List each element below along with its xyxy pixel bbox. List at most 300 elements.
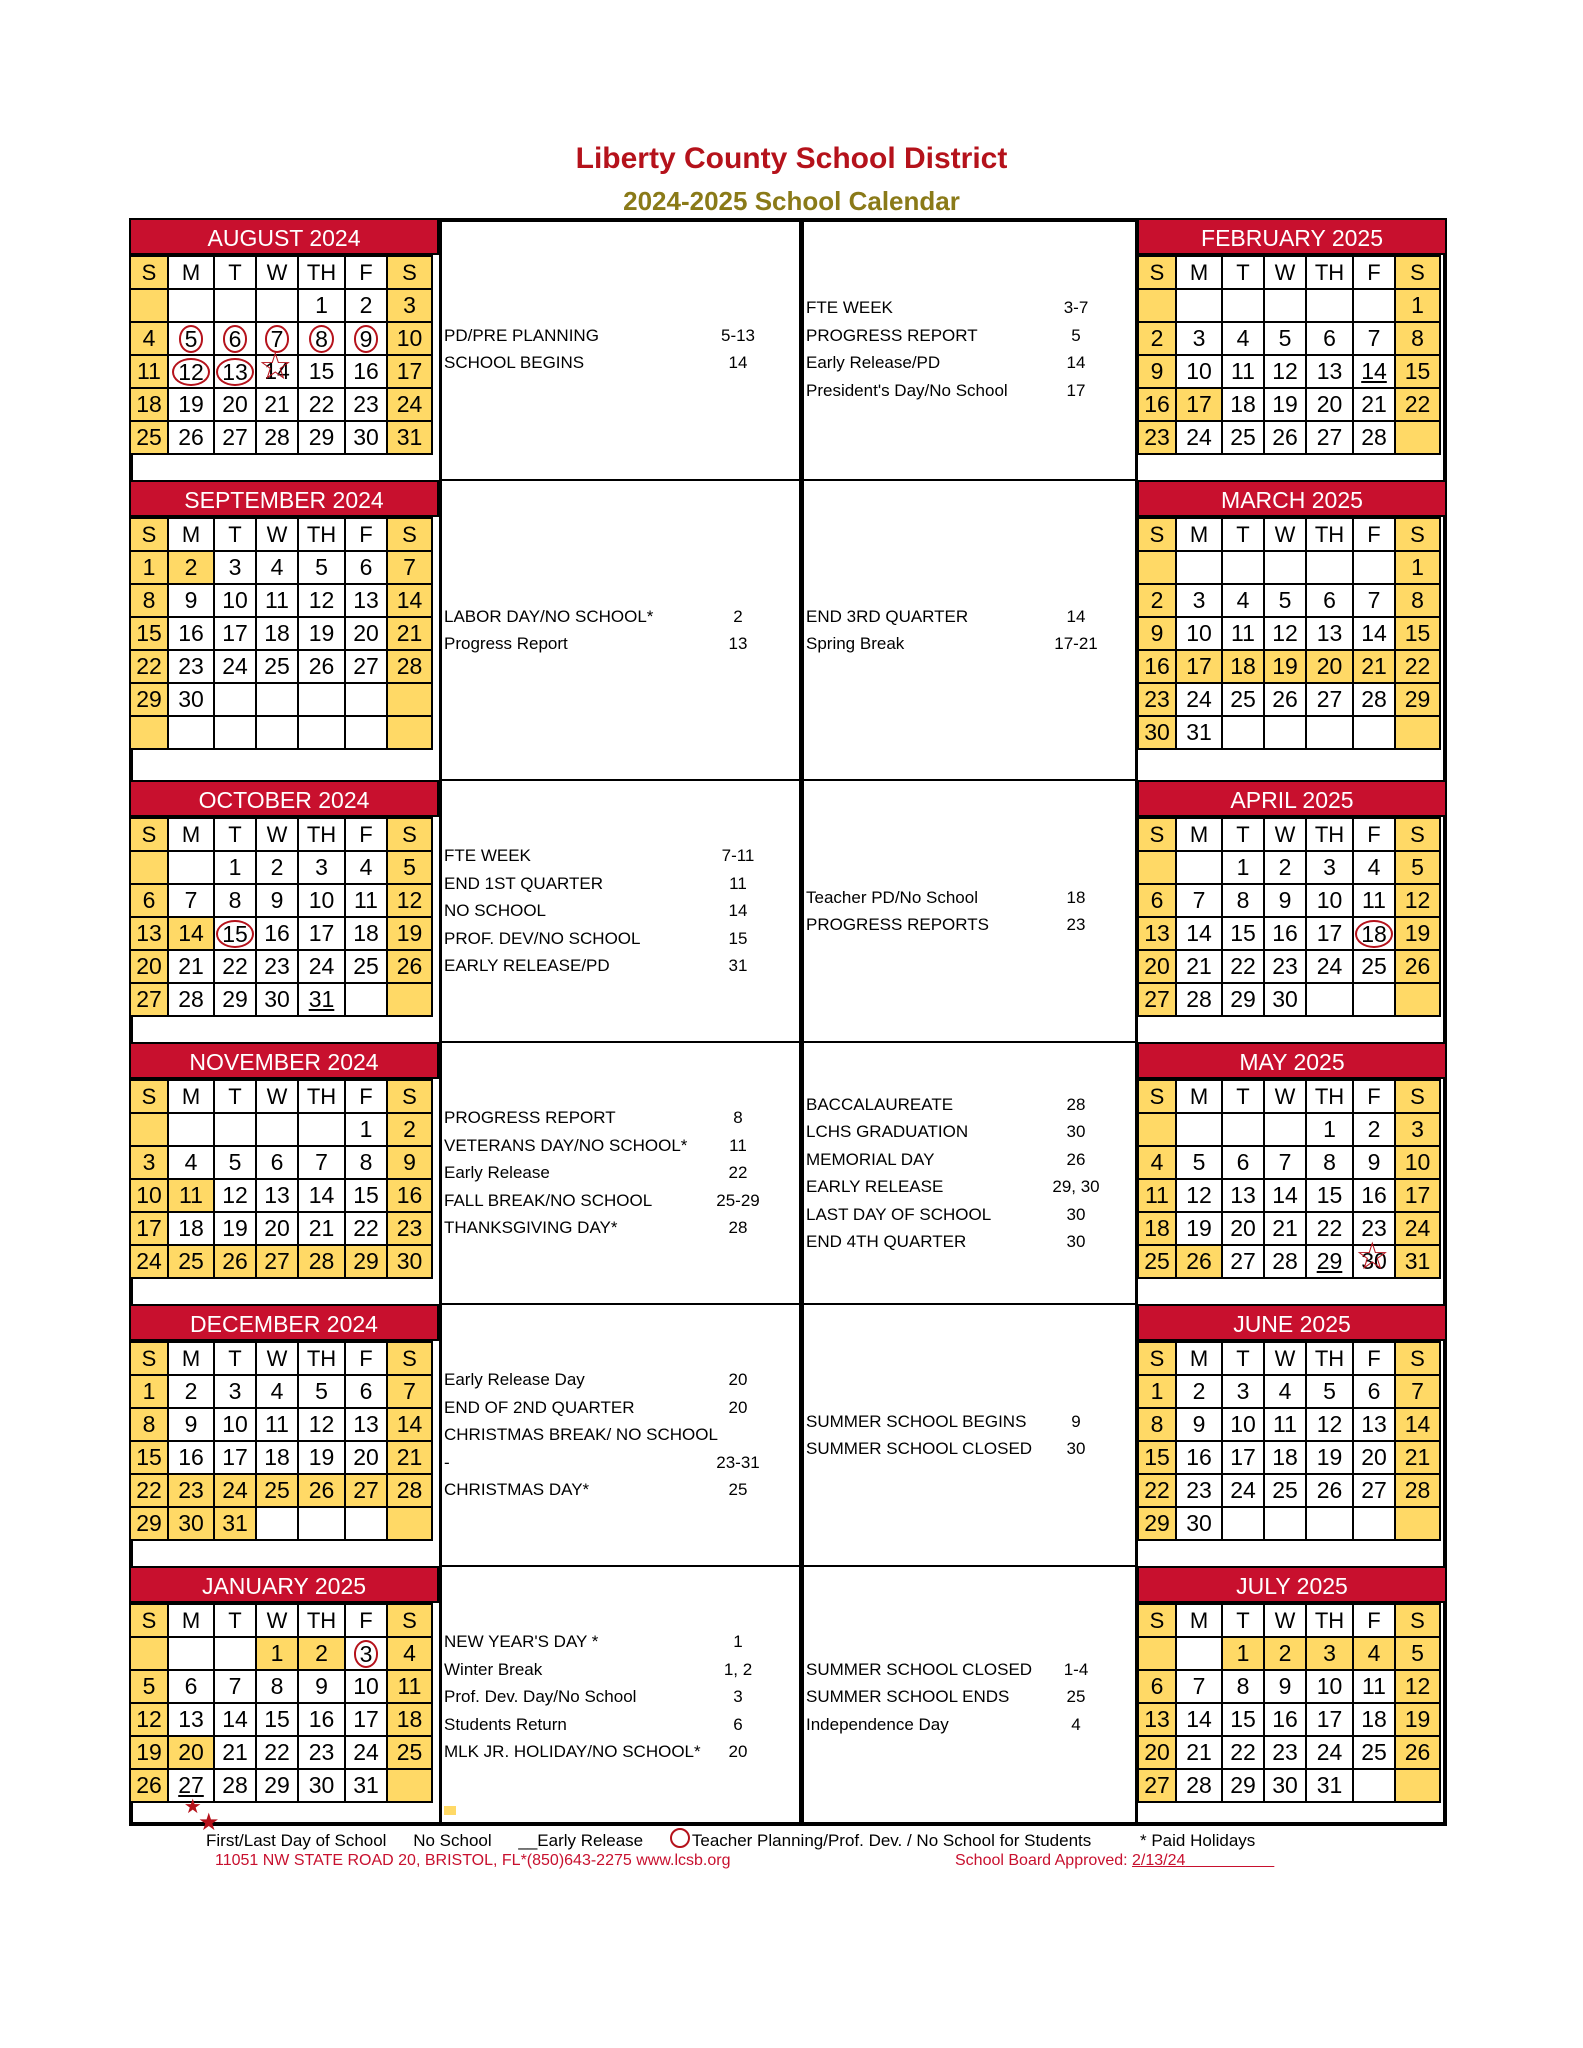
day-cell bbox=[1264, 683, 1306, 716]
event-label: SUMMER SCHOOL BEGINS bbox=[806, 1411, 1027, 1431]
day-number: 24 bbox=[1230, 1477, 1256, 1503]
day-cell bbox=[168, 851, 214, 884]
day-number: 12 bbox=[1186, 1182, 1212, 1208]
day-cell bbox=[1176, 650, 1222, 683]
day-cell bbox=[1353, 289, 1395, 322]
day-of-week-header: W bbox=[1264, 518, 1306, 551]
day-cell bbox=[298, 289, 345, 322]
day-of-week-header: S bbox=[1138, 818, 1176, 851]
day-number: 26 bbox=[178, 424, 204, 450]
day-number: 26 bbox=[1272, 686, 1298, 712]
day-cell bbox=[298, 683, 345, 716]
day-cell bbox=[1353, 716, 1395, 749]
day-cell bbox=[214, 421, 256, 454]
day-number: 16 bbox=[1272, 920, 1298, 946]
day-number: 28 bbox=[178, 986, 204, 1012]
day-cell bbox=[256, 1212, 298, 1245]
month-grid bbox=[1137, 1341, 1441, 1541]
day-cell bbox=[387, 1670, 432, 1703]
day-number: 14 bbox=[396, 587, 423, 613]
day-cell bbox=[214, 1179, 256, 1212]
event-date: 9 bbox=[1071, 1411, 1081, 1431]
day-number: 12 bbox=[1404, 887, 1431, 913]
day-number: 6 bbox=[1323, 587, 1336, 613]
day-number: 6 bbox=[359, 554, 373, 580]
day-number: 10 bbox=[308, 887, 335, 913]
day-cell bbox=[1306, 983, 1353, 1016]
week-row bbox=[1138, 1507, 1440, 1540]
day-of-week-header: S bbox=[1395, 1342, 1440, 1375]
day-cell bbox=[1264, 322, 1306, 355]
legend-early-release: __Early Release bbox=[518, 1831, 644, 1850]
month-grid bbox=[129, 1341, 433, 1541]
week-row bbox=[130, 950, 432, 983]
day-number: 15 bbox=[136, 620, 162, 646]
event-item bbox=[806, 325, 1081, 346]
day-cell bbox=[387, 1441, 432, 1474]
day-cell bbox=[387, 1408, 432, 1441]
day-number: 11 bbox=[1362, 887, 1386, 913]
week-row bbox=[1138, 1703, 1440, 1736]
event-date: 30 bbox=[1066, 1122, 1086, 1141]
day-cell bbox=[387, 950, 432, 983]
day-cell bbox=[345, 421, 387, 454]
week-row bbox=[1138, 650, 1440, 683]
day-cell bbox=[387, 983, 432, 1016]
day-number: 8 bbox=[1323, 1149, 1336, 1175]
event-date: 6 bbox=[733, 1714, 743, 1734]
day-cell bbox=[168, 355, 214, 388]
day-number: 5 bbox=[1411, 1640, 1424, 1666]
day-number: 1 bbox=[1150, 1378, 1164, 1404]
day-number: 12 bbox=[136, 1706, 162, 1732]
day-of-week-header: F bbox=[345, 1080, 387, 1113]
day-cell bbox=[1264, 1113, 1306, 1146]
day-number: 3 bbox=[354, 1640, 379, 1668]
day-cell bbox=[387, 1113, 432, 1146]
day-number: 28 bbox=[264, 424, 290, 450]
day-of-week-header: TH bbox=[298, 818, 345, 851]
day-number: 17 bbox=[136, 1215, 162, 1241]
day-cell bbox=[1222, 1637, 1264, 1670]
day-cell bbox=[1395, 584, 1440, 617]
day-number: 27 bbox=[1230, 1248, 1256, 1274]
day-number: 18 bbox=[136, 391, 162, 417]
day-cell bbox=[298, 1375, 345, 1408]
day-number: 3 bbox=[403, 292, 416, 318]
day-number: 2 bbox=[1150, 325, 1164, 351]
day-number: 2 bbox=[1367, 1116, 1381, 1142]
first-last-star-icon: ★ bbox=[198, 1809, 220, 1836]
event-item bbox=[444, 1190, 760, 1211]
day-cell bbox=[1138, 1212, 1176, 1245]
day-number: 17 bbox=[353, 1706, 379, 1732]
day-number: 8 bbox=[228, 887, 242, 913]
day-cell bbox=[214, 1670, 256, 1703]
day-cell bbox=[298, 1245, 345, 1278]
week-row bbox=[130, 884, 432, 917]
day-cell bbox=[1264, 917, 1306, 950]
day-number: 9 bbox=[1192, 1411, 1206, 1437]
month-header: MARCH 2025 bbox=[1137, 480, 1447, 517]
day-number: 20 bbox=[1316, 653, 1343, 679]
day-cell bbox=[256, 1179, 298, 1212]
day-cell bbox=[387, 884, 432, 917]
day-number: 14 bbox=[1361, 620, 1387, 646]
day-cell bbox=[1138, 289, 1176, 322]
day-cell bbox=[345, 584, 387, 617]
day-number: 10 bbox=[1404, 1149, 1431, 1175]
day-of-week-header: S bbox=[387, 1080, 432, 1113]
day-of-week-header: W bbox=[256, 1342, 298, 1375]
day-cell bbox=[1353, 617, 1395, 650]
day-cell bbox=[298, 1736, 345, 1769]
day-number: 24 bbox=[1404, 1215, 1431, 1241]
day-cell bbox=[387, 388, 432, 421]
day-number: 26 bbox=[308, 653, 335, 679]
day-cell bbox=[345, 983, 387, 1016]
day-cell bbox=[256, 355, 298, 388]
day-cell bbox=[1306, 1507, 1353, 1540]
legend-paid-holidays: * Paid Holidays bbox=[1140, 1831, 1256, 1850]
day-number: 4 bbox=[1278, 1378, 1292, 1404]
day-cell bbox=[298, 584, 345, 617]
day-cell bbox=[130, 421, 168, 454]
event-label: Early Release bbox=[444, 1163, 550, 1183]
day-cell bbox=[256, 1736, 298, 1769]
day-number: 24 bbox=[353, 1739, 379, 1765]
day-number: 15 bbox=[1404, 620, 1431, 646]
day-number: 7 bbox=[403, 554, 416, 580]
day-number: 7 bbox=[1367, 325, 1381, 351]
day-number: 4 bbox=[403, 1640, 416, 1666]
day-number: 15 bbox=[1404, 358, 1431, 384]
day-cell bbox=[214, 617, 256, 650]
day-number: 29 bbox=[353, 1248, 379, 1274]
day-number: 2 bbox=[1278, 1640, 1292, 1666]
day-cell bbox=[1138, 1179, 1176, 1212]
day-cell bbox=[1176, 1736, 1222, 1769]
day-cell bbox=[1138, 322, 1176, 355]
day-cell bbox=[298, 884, 345, 917]
day-cell bbox=[1306, 683, 1353, 716]
day-cell bbox=[387, 355, 432, 388]
event-label: NO SCHOOL bbox=[444, 901, 547, 921]
day-cell bbox=[1222, 1703, 1264, 1736]
day-number: 13 bbox=[1144, 920, 1170, 946]
day-number: 21 bbox=[396, 620, 423, 646]
day-cell bbox=[1395, 617, 1440, 650]
day-cell bbox=[387, 851, 432, 884]
day-cell bbox=[214, 683, 256, 716]
event-date: 7-11 bbox=[721, 846, 755, 866]
day-cell bbox=[214, 917, 256, 950]
day-number: 8 bbox=[142, 587, 156, 613]
day-of-week-header: S bbox=[130, 818, 168, 851]
day-number: 11 bbox=[1273, 1411, 1297, 1437]
day-number: 8 bbox=[1411, 325, 1424, 351]
day-cell bbox=[1138, 617, 1176, 650]
day-cell bbox=[214, 1441, 256, 1474]
day-number: 7 bbox=[265, 325, 290, 353]
day-number: 4 bbox=[1236, 325, 1250, 351]
day-cell bbox=[1395, 1507, 1440, 1540]
day-cell bbox=[1353, 917, 1395, 950]
day-cell bbox=[1222, 917, 1264, 950]
day-cell bbox=[1395, 1245, 1440, 1278]
day-cell bbox=[1306, 617, 1353, 650]
day-number: 21 bbox=[308, 1215, 335, 1241]
day-number: 6 bbox=[223, 325, 248, 353]
day-cell bbox=[1264, 388, 1306, 421]
day-cell bbox=[1306, 388, 1353, 421]
day-cell bbox=[345, 1408, 387, 1441]
day-number: 19 bbox=[222, 1215, 248, 1241]
event-item bbox=[806, 1122, 1086, 1142]
event-label: - bbox=[444, 1452, 450, 1472]
day-cell bbox=[387, 617, 432, 650]
event-date: 20 bbox=[728, 1742, 748, 1762]
day-cell bbox=[168, 1769, 214, 1818]
day-cell bbox=[1353, 1474, 1395, 1507]
column-divider bbox=[439, 218, 442, 1826]
event-date: 1, 2 bbox=[723, 1659, 753, 1679]
day-number: 13 bbox=[216, 358, 254, 386]
day-number: 30 bbox=[1272, 1772, 1298, 1798]
week-row bbox=[130, 355, 432, 388]
day-cell bbox=[214, 551, 256, 584]
day-number: 12 bbox=[1316, 1411, 1343, 1437]
day-cell bbox=[345, 851, 387, 884]
day-cell bbox=[1353, 1703, 1395, 1736]
day-cell bbox=[256, 950, 298, 983]
month-header: AUGUST 2024 bbox=[129, 218, 439, 255]
day-cell bbox=[130, 289, 168, 322]
day-of-week-header: T bbox=[214, 1080, 256, 1113]
day-cell bbox=[1176, 1670, 1222, 1703]
day-cell bbox=[256, 1113, 298, 1146]
day-number: 7 bbox=[403, 1378, 416, 1404]
event-label: NEW YEAR'S DAY * bbox=[444, 1632, 599, 1652]
day-number: 19 bbox=[178, 391, 204, 417]
month-header: DECEMBER 2024 bbox=[129, 1304, 439, 1341]
day-cell bbox=[1176, 1507, 1222, 1540]
day-cell bbox=[1264, 884, 1306, 917]
day-of-week-header: M bbox=[168, 1604, 214, 1637]
day-cell bbox=[1395, 1736, 1440, 1769]
day-cell bbox=[387, 650, 432, 683]
day-of-week-header: W bbox=[1264, 1604, 1306, 1637]
event-label: SCHOOL BEGINS bbox=[444, 353, 585, 372]
day-of-week-header: S bbox=[387, 1342, 432, 1375]
day-cell bbox=[1306, 355, 1353, 388]
legend-teacher-planning bbox=[670, 1831, 1113, 1850]
day-cell bbox=[387, 551, 432, 584]
event-item bbox=[444, 956, 748, 976]
day-number: 16 bbox=[308, 1706, 335, 1732]
day-number: 20 bbox=[1230, 1215, 1256, 1241]
day-number: 12 bbox=[1272, 620, 1298, 646]
day-number: 17 bbox=[1404, 1182, 1431, 1208]
first-day-star-icon: ★ bbox=[183, 1796, 202, 1818]
day-number: 1 bbox=[142, 1378, 156, 1404]
week-row bbox=[130, 1375, 432, 1408]
day-number: 28 bbox=[1272, 1248, 1298, 1274]
day-number: 26 bbox=[308, 1477, 335, 1503]
day-cell bbox=[1176, 1212, 1222, 1245]
month-header: JUNE 2025 bbox=[1137, 1304, 1447, 1341]
week-row bbox=[1138, 289, 1440, 322]
day-cell bbox=[1264, 1637, 1306, 1670]
day-number: 2 bbox=[1192, 1378, 1206, 1404]
day-cell bbox=[1176, 551, 1222, 584]
day-number: 25 bbox=[178, 1248, 204, 1274]
day-number: 22 bbox=[1404, 653, 1431, 679]
day-cell bbox=[1222, 650, 1264, 683]
day-cell bbox=[298, 1670, 345, 1703]
day-cell bbox=[298, 716, 345, 749]
month-grid bbox=[129, 517, 433, 750]
day-cell bbox=[1306, 1245, 1353, 1278]
day-cell bbox=[1395, 1179, 1440, 1212]
day-number: 6 bbox=[1150, 887, 1164, 913]
day-cell bbox=[130, 884, 168, 917]
day-number: 3 bbox=[1323, 854, 1336, 880]
week-row bbox=[130, 1507, 432, 1540]
day-of-week-header: S bbox=[1138, 518, 1176, 551]
day-cell bbox=[1306, 1769, 1353, 1802]
event-date: 14 bbox=[728, 901, 748, 921]
day-number: 16 bbox=[396, 1182, 423, 1208]
day-cell bbox=[1395, 683, 1440, 716]
day-of-week-header: S bbox=[387, 518, 432, 551]
day-number: 28 bbox=[1361, 424, 1387, 450]
day-cell bbox=[168, 1113, 214, 1146]
day-cell bbox=[214, 1408, 256, 1441]
day-cell bbox=[345, 1441, 387, 1474]
day-number: 18 bbox=[353, 920, 379, 946]
day-cell bbox=[214, 322, 256, 355]
day-number: 7 bbox=[1278, 1149, 1292, 1175]
day-cell bbox=[1176, 1637, 1222, 1670]
event-item bbox=[444, 606, 743, 627]
event-date: 14 bbox=[1066, 606, 1086, 626]
day-cell bbox=[345, 551, 387, 584]
day-cell bbox=[214, 851, 256, 884]
day-number: 22 bbox=[1404, 391, 1431, 417]
day-number: 9 bbox=[403, 1149, 416, 1175]
day-cell bbox=[1176, 322, 1222, 355]
day-number: 22 bbox=[264, 1739, 290, 1765]
day-number: 24 bbox=[1186, 686, 1212, 712]
day-number: 26 bbox=[1186, 1248, 1212, 1274]
day-number: 16 bbox=[1144, 653, 1170, 679]
day-number: 21 bbox=[178, 953, 204, 979]
day-cell bbox=[130, 1179, 168, 1212]
day-cell bbox=[345, 716, 387, 749]
day-cell bbox=[256, 421, 298, 454]
event-item bbox=[806, 1439, 1086, 1459]
day-cell bbox=[168, 716, 214, 749]
column-divider bbox=[1135, 218, 1138, 1826]
day-cell bbox=[1176, 1113, 1222, 1146]
day-number: 10 bbox=[353, 1673, 379, 1699]
day-cell bbox=[1306, 917, 1353, 950]
week-row bbox=[1138, 617, 1440, 650]
day-cell bbox=[214, 1637, 256, 1670]
day-cell bbox=[1306, 1113, 1353, 1146]
day-cell bbox=[1395, 1703, 1440, 1736]
day-number: 23 bbox=[264, 953, 290, 979]
day-of-week-header: M bbox=[1176, 818, 1222, 851]
day-number: 15 bbox=[264, 1706, 290, 1732]
day-number: 29 bbox=[1404, 686, 1431, 712]
day-cell bbox=[214, 1507, 256, 1540]
day-cell bbox=[130, 584, 168, 617]
day-number: 3 bbox=[1323, 1640, 1336, 1666]
day-cell bbox=[256, 289, 298, 322]
day-cell bbox=[1176, 1375, 1222, 1408]
day-cell bbox=[130, 1703, 168, 1736]
day-of-week-header: F bbox=[345, 818, 387, 851]
page-title: Liberty County School District bbox=[575, 142, 1008, 175]
day-cell bbox=[298, 617, 345, 650]
day-cell bbox=[1222, 551, 1264, 584]
day-cell bbox=[345, 355, 387, 388]
month-grid bbox=[1137, 255, 1441, 455]
day-cell bbox=[1306, 1146, 1353, 1179]
day-number: 1 bbox=[315, 292, 328, 318]
day-number: 5 bbox=[142, 1673, 156, 1699]
day-number: 29 bbox=[264, 1772, 290, 1798]
day-cell bbox=[387, 1703, 432, 1736]
day-number: 1 bbox=[228, 854, 242, 880]
day-of-week-header: S bbox=[1138, 1604, 1176, 1637]
day-cell bbox=[345, 289, 387, 322]
event-item bbox=[806, 1177, 1100, 1197]
day-cell bbox=[1264, 421, 1306, 454]
day-cell bbox=[1353, 1179, 1395, 1212]
month-header: JULY 2025 bbox=[1137, 1566, 1447, 1603]
day-number: 31 bbox=[1186, 719, 1212, 745]
day-number: 6 bbox=[142, 887, 156, 913]
day-cell bbox=[1222, 355, 1264, 388]
event-label: Winter Break bbox=[444, 1659, 543, 1679]
day-cell bbox=[130, 1474, 168, 1507]
month-grid bbox=[1137, 817, 1441, 1017]
day-cell bbox=[168, 584, 214, 617]
event-label: FTE WEEK bbox=[806, 298, 893, 317]
week-row bbox=[1138, 851, 1440, 884]
day-of-week-header: T bbox=[1222, 1080, 1264, 1113]
legend-no-school: No School bbox=[413, 1831, 492, 1850]
day-cell bbox=[130, 1245, 168, 1278]
day-number: 21 bbox=[1361, 653, 1387, 679]
day-cell bbox=[1353, 1375, 1395, 1408]
day-cell bbox=[256, 1474, 298, 1507]
day-number: 26 bbox=[222, 1248, 248, 1274]
day-cell bbox=[298, 1769, 345, 1802]
day-cell bbox=[130, 1670, 168, 1703]
week-row bbox=[1138, 388, 1440, 421]
day-number: 25 bbox=[1361, 953, 1387, 979]
day-number: 27 bbox=[353, 1477, 379, 1503]
day-cell bbox=[1306, 1375, 1353, 1408]
day-of-week-header: TH bbox=[1306, 1080, 1353, 1113]
day-cell bbox=[256, 584, 298, 617]
day-number: 16 bbox=[178, 1444, 204, 1470]
week-row bbox=[1138, 1474, 1440, 1507]
